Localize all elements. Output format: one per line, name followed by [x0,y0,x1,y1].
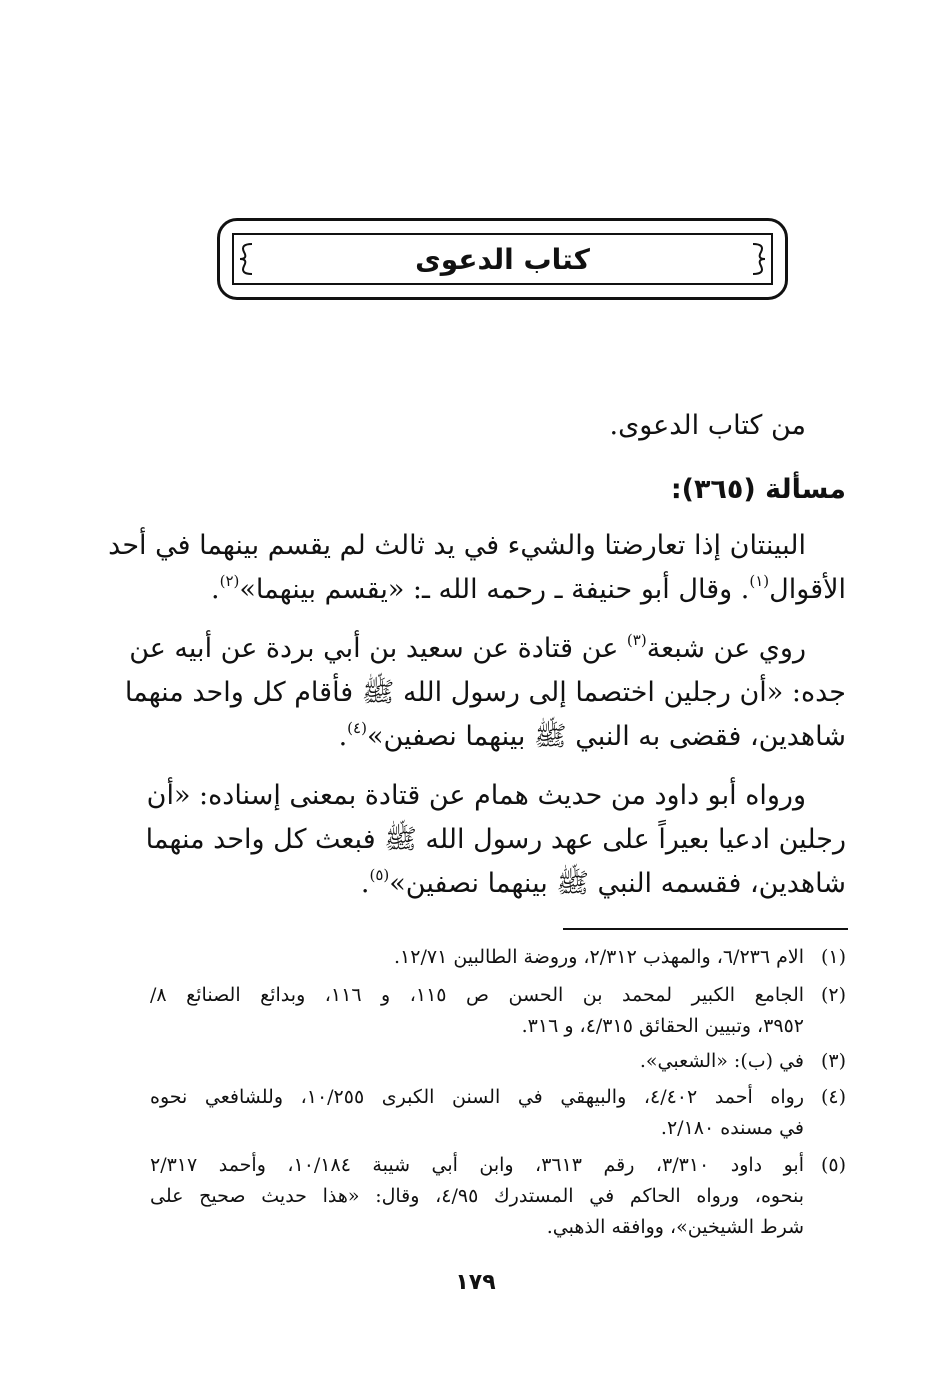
paragraph-3-line-1: ورواه أبو داود من حديث همام عن قتادة بمعنى إسناده: «أن [146,780,806,811]
footnote-ref-1[interactable]: (١) [749,572,770,590]
footnote-separator [563,928,848,930]
footnote-ref-4[interactable]: (٤) [347,719,367,737]
text-run: شاهدين، فقضى به النبي ﷺ بينهما نصفين» [366,721,846,752]
right-bracket-ornament [751,242,767,276]
footnote-number: (٢) [820,984,846,1006]
footnote-number: (٣) [820,1050,846,1072]
footnote-line: الام ٦/٢٣٦، والمهذب ٢/٣١٢، وروضة الطالبين ١٢/٧١. [394,946,804,968]
intro-text: من كتاب الدعوى. [609,410,806,441]
footnote-line: أبو داود ٣/٣١٠، رقم ٣٦١٣، وابن أبي شيبة ١٠/١٨٤، وأحمد ٢/٣١٧ [150,1154,804,1176]
text-run: عن قتادة عن سعيد بن أبي بردة عن أبيه عن [129,633,627,664]
footnote-number: (٥) [820,1154,846,1176]
title-inner-border [232,233,773,285]
paragraph-1-line-2 [150,568,846,612]
intro-line [150,404,846,448]
footnote-number: (١) [820,946,846,968]
footnote-line: ٣٩٥٢، وتبيين الحقائق ٤/٣١٥، و ٣١٦. [521,1015,804,1037]
chapter-title: كتاب الدعوى [415,242,590,276]
paragraph-3-line-2: رجلين ادعيا بعيراً على عهد رسول الله ﷺ فبعث كل واحد منهما [145,824,846,855]
title-frame [217,218,788,300]
footnote-4 [150,1082,846,1144]
footnote-line: رواه أحمد ٤/٤٠٢، والبيهقي في السنن الكبرى ١٠/٢٥٥، وللشافعي نحوه [150,1086,804,1108]
text-run: . وقال أبو حنيفة ـ رحمه الله ـ: «يقسم بينهما» [239,574,750,605]
footnote-3 [150,1046,846,1077]
footnote-ref-5[interactable]: (٥) [369,866,390,884]
footnote-1 [150,942,846,973]
footnote-number: (٤) [820,1086,846,1108]
footnote-line: في (ب): «الشعبي». [639,1050,804,1072]
text-run: شاهدين، فقسمه النبي ﷺ بينهما نصفين» [389,868,846,899]
text-run: روي عن شبعة [646,633,806,664]
text-run: . [211,574,220,605]
issue-heading: مسألة (٣٦٥): [670,474,846,505]
footnote-line: بنحوه، ورواه الحاكم في المستدرك ٤/٩٥، وقال: «هذا حديث صحيح على [150,1185,804,1207]
paragraph-2-line-2: جده: «أن رجلين اختصما إلى رسول الله ﷺ فأقام كل واحد منهما [124,677,846,708]
paragraph-2-line-3 [150,715,846,759]
text-run: . [338,721,348,752]
text-run: . [360,868,370,899]
text-run: الأقوال [769,574,846,605]
footnote-2 [150,980,846,1042]
footnote-ref-3[interactable]: (٣) [626,631,647,649]
footnote-line: الجامع الكبير لمحمد بن الحسن ص ١١٥، و ١١٦، وبدائع الصنائع ٨/ [150,984,805,1006]
footnote-line: شرط الشيخين»، ووافقه الذهبي. [546,1216,804,1238]
paragraph-1-line-1: البينتان إذا تعارضتا والشيء في يد ثالث لم يقسم بينهما في أحد [108,530,806,561]
footnote-ref-2[interactable]: (٢) [219,572,240,590]
footnote-line: في مسنده ٢/١٨٠. [660,1117,804,1139]
paragraph-2-line-1 [129,627,846,671]
footnote-5 [150,1150,846,1243]
page-number: ١٧٩ [455,1270,496,1295]
paragraph-3-line-3 [150,862,846,906]
left-bracket-ornament [238,242,254,276]
